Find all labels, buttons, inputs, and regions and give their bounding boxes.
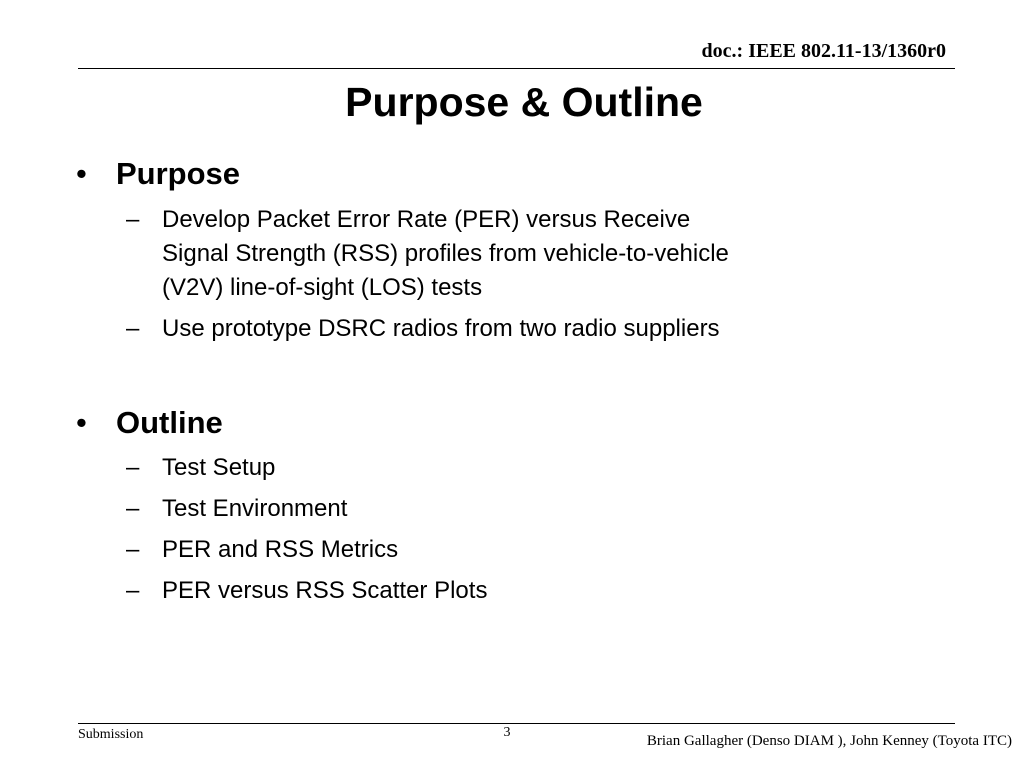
list-item-line: Signal Strength (RSS) profiles from vehicle-to-vehicle [162,240,729,267]
list-item-line: (V2V) line-of-sight (LOS) tests [162,274,483,301]
footer-authors: Brian Gallagher (Denso DIAM ), John Kenney (Toyota ITC) [646,733,1012,749]
dash-marker: – [126,577,140,604]
list-item-line: Use prototype DSRC radios from two radio suppliers [162,315,720,342]
section-heading: Purpose [116,156,241,191]
document-id: doc.: IEEE 802.11-13/1360r0 [701,40,946,62]
list-item-line: PER versus RSS Scatter Plots [162,577,488,604]
header-rule [78,68,955,69]
dash-marker: – [126,536,140,563]
footer-submission: Submission [78,727,144,742]
dash-marker: – [126,206,140,233]
dash-marker: – [126,495,140,522]
page-number: 3 [503,725,511,740]
slide-title: Purpose & Outline [345,79,703,125]
list-item-line: Test Environment [162,495,348,522]
dash-marker: – [126,315,140,342]
list-item-line: Test Setup [162,454,276,481]
bullet-marker: • [76,405,87,440]
bullet-marker: • [76,156,87,191]
list-item-line: Develop Packet Error Rate (PER) versus Receive [162,206,691,233]
dash-marker: – [126,454,140,481]
list-item-line: PER and RSS Metrics [162,536,399,563]
footer-rule [78,723,955,724]
section-heading: Outline [116,405,223,440]
